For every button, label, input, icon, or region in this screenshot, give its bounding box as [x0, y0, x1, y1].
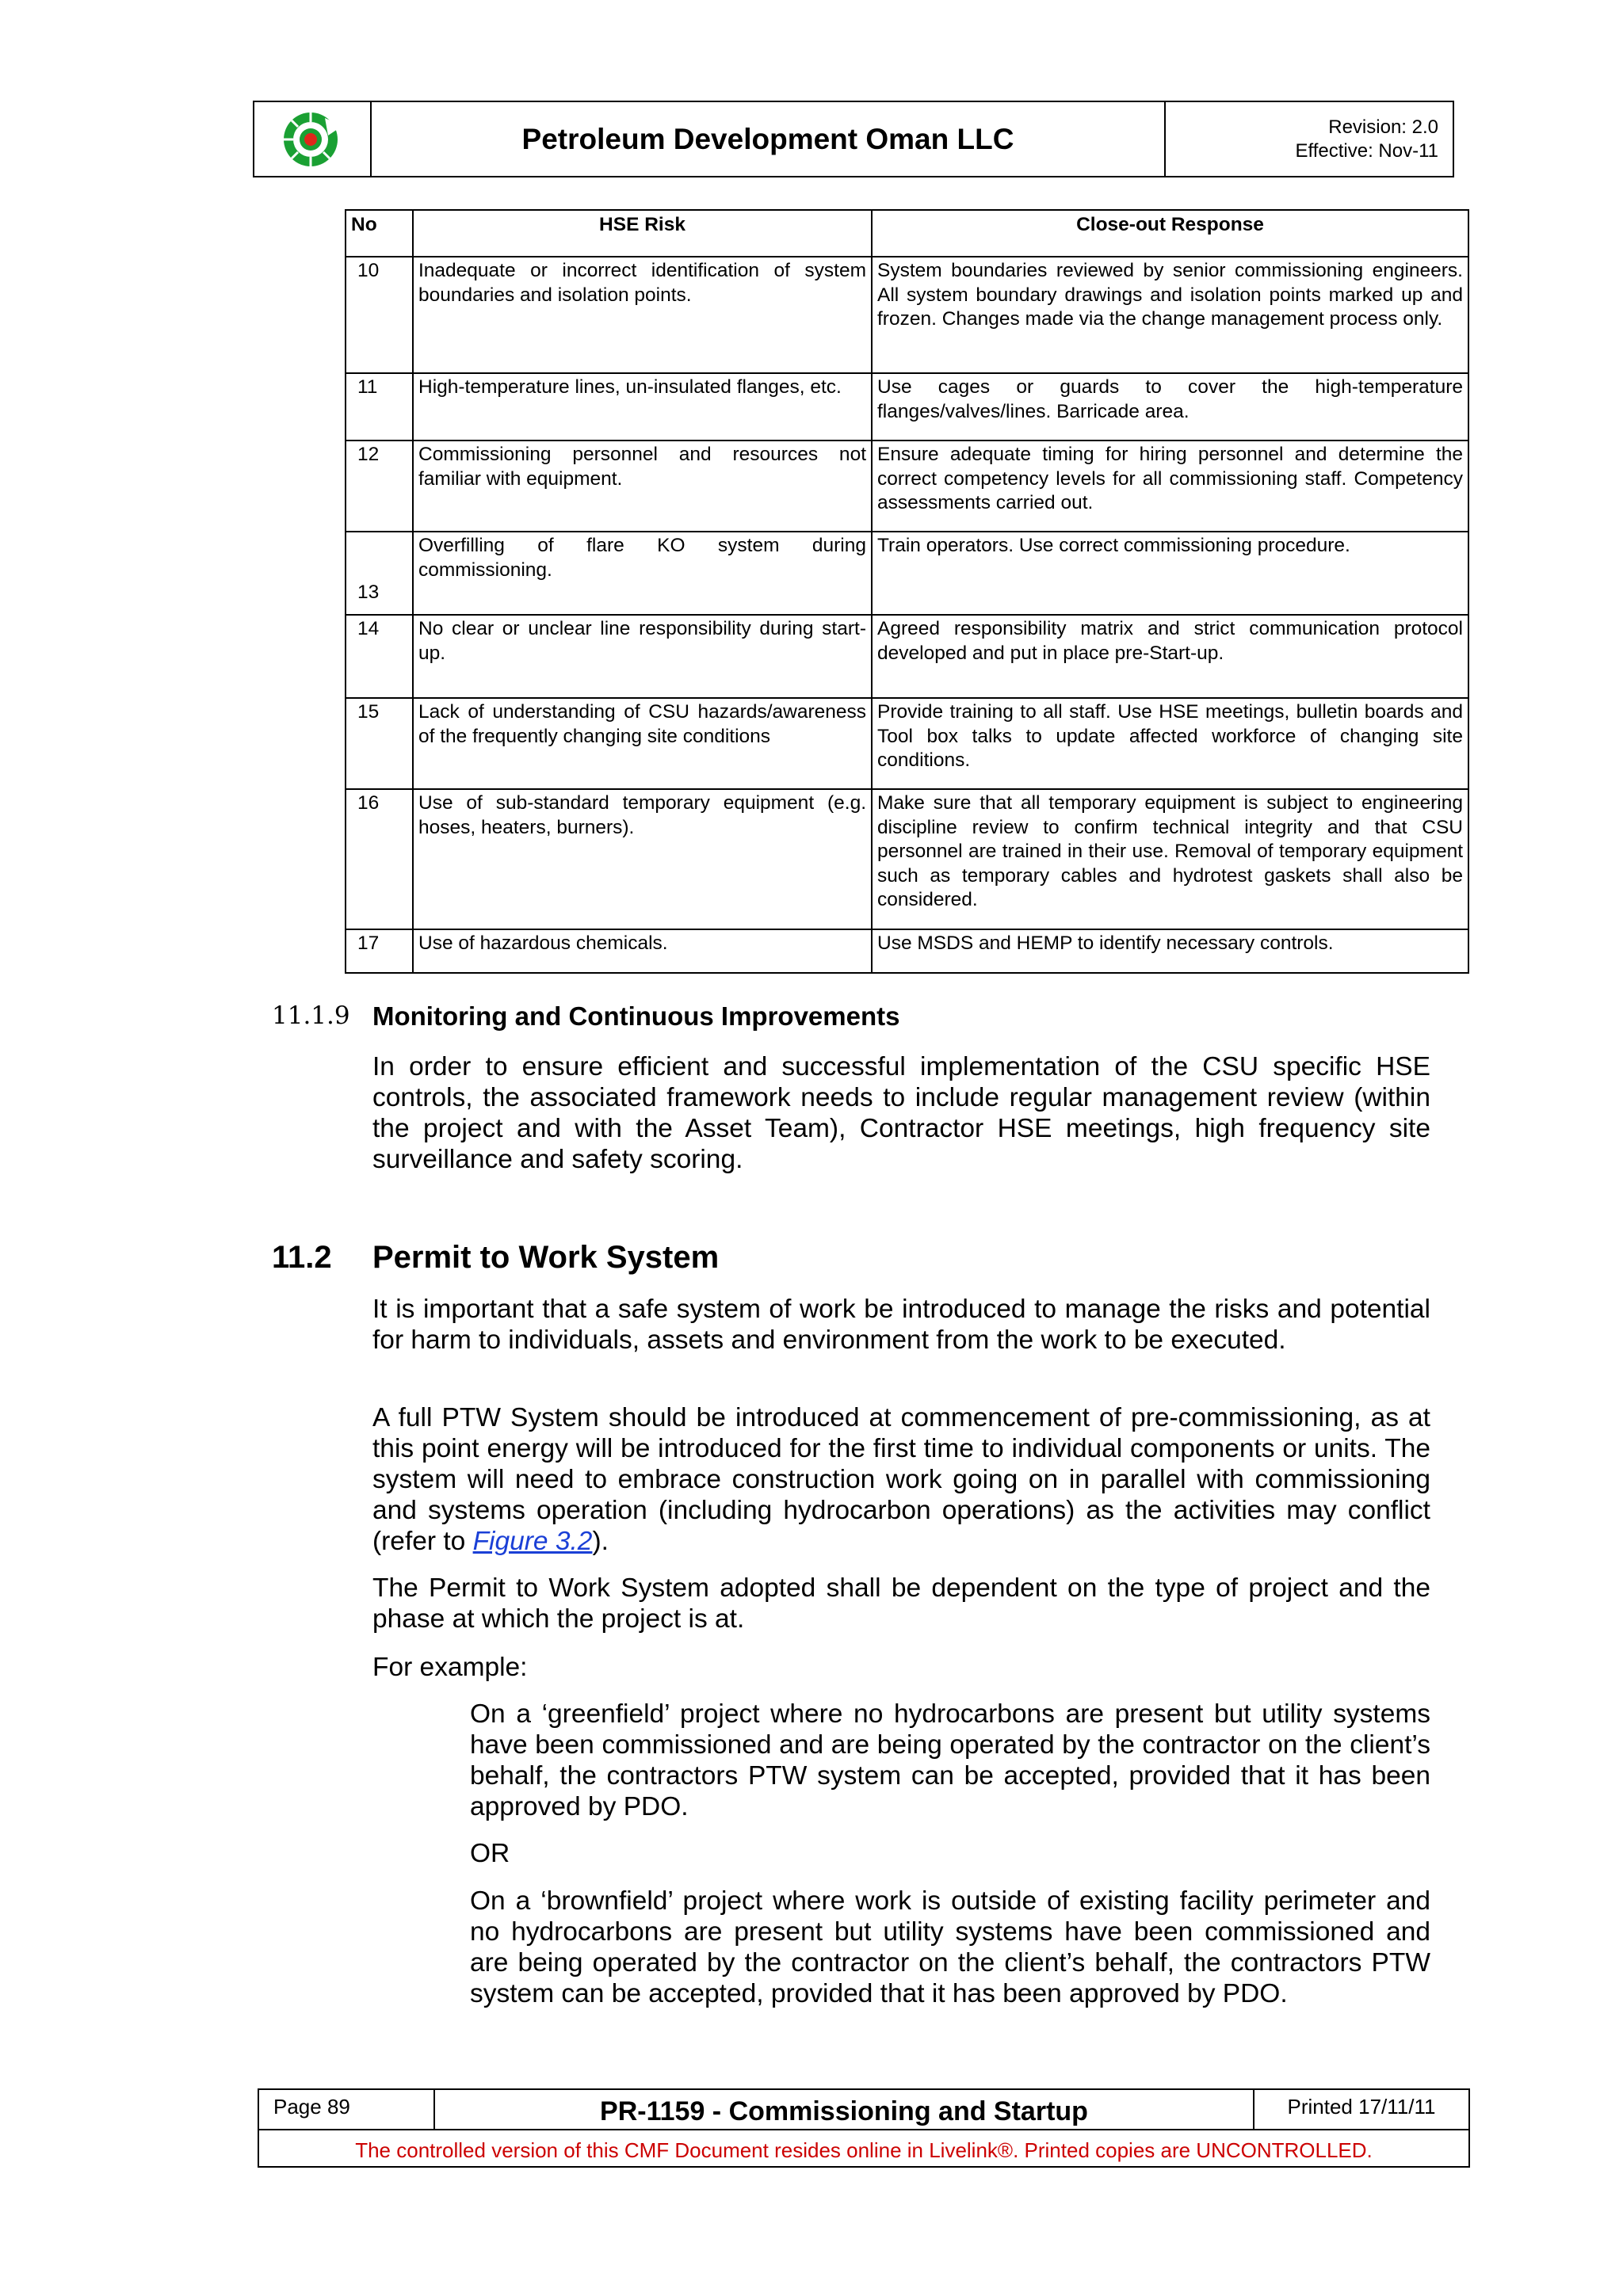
revision-text: Revision: 2.0	[1328, 116, 1438, 138]
row-number: 16	[346, 789, 413, 929]
document-title: PR-1159 - Commissioning and Startup	[435, 2090, 1254, 2129]
section-title-monitoring: Monitoring and Continuous Improvements	[372, 1001, 900, 1031]
row-number: 12	[346, 441, 413, 532]
table-row	[346, 373, 1468, 441]
row-number: 10	[346, 257, 413, 373]
printed-date: Printed 17/11/11	[1287, 2095, 1436, 2119]
ptw-paragraph-3: The Permit to Work System adopted shall be dependent on the type of project and the phase at which the project is at.	[372, 1573, 1430, 1634]
greenfield-example: On a ‘greenfield’ project where no hydrocarbons are present but utility systems have been commissioned and are being operated by the contractor on the client’s behalf, the contractors PTW system can be accepted, provided that it has been approved by PDO.	[470, 1699, 1430, 1821]
response-cell: Agreed responsibility matrix and strict communication protocol developed and put in place pre-Start-up.	[872, 615, 1468, 698]
table-row	[346, 789, 1468, 929]
response-cell: Ensure adequate timing for hiring personnel and determine the correct competency levels for all commissioning staff. Competency assessments carried out.	[872, 441, 1468, 532]
response-cell: System boundaries reviewed by senior commissioning engineers. All system boundary drawings and isolation points marked up and frozen. Changes made via the change management process only.	[872, 257, 1468, 373]
table-row	[346, 257, 1468, 373]
hse-risk-cell: High-temperature lines, un-insulated flanges, etc.	[413, 373, 872, 441]
section-title-permit-to-work: Permit to Work System	[372, 1240, 720, 1275]
table-header-row	[346, 210, 1468, 257]
table-row	[346, 532, 1468, 615]
table-row	[346, 615, 1468, 698]
hse-risk-cell: No clear or unclear line responsibility during start-up.	[413, 615, 872, 698]
column-header-close-out-response: Close-out Response	[872, 210, 1468, 257]
hse-risk-table	[345, 209, 1469, 974]
footer-row	[259, 2090, 1468, 2130]
hse-risk-cell: Inadequate or incorrect identification of system boundaries and isolation points.	[413, 257, 872, 373]
response-cell: Provide training to all staff. Use HSE meetings, bulletin boards and Tool box talks to update affected workforce of changing site conditions.	[872, 698, 1468, 789]
column-header-no: No	[346, 210, 413, 257]
response-cell: Make sure that all temporary equipment is subject to engineering discipline review to confirm technical integrity and that CSU personnel are trained in their use. Removal of temporary equipment such as temporary cables and hydrotest gaskets shall also be considered.	[872, 789, 1468, 929]
row-number: 11	[346, 373, 413, 441]
row-number: 14	[346, 615, 413, 698]
uncontrolled-copy-notice: The controlled version of this CMF Document resides online in Livelink®. Printed copies are UNCONTROLLED.	[355, 2138, 1373, 2162]
pdo-logo-icon	[281, 110, 344, 169]
figure-3-2-link[interactable]: Figure 3.2	[472, 1527, 593, 1556]
row-number: 17	[346, 929, 413, 973]
logo-cell	[254, 102, 372, 176]
page-footer	[258, 2088, 1470, 2168]
response-cell: Train operators. Use correct commissioning procedure.	[872, 532, 1468, 615]
hse-risk-cell: Lack of understanding of CSU hazards/awareness of the frequently changing site conditions	[413, 698, 872, 789]
hse-risk-cell: Overfilling of flare KO system during commissioning.	[413, 532, 872, 615]
table-row	[346, 929, 1468, 973]
hse-risk-cell: Use of hazardous chemicals.	[413, 929, 872, 973]
section-number-11-2: 11.2	[272, 1240, 332, 1275]
company-name: Petroleum Development Oman LLC	[372, 102, 1166, 176]
response-cell: Use MSDS and HEMP to identify necessary controls.	[872, 929, 1468, 973]
ptw-paragraph-2-end: ).	[592, 1527, 609, 1556]
revision-block	[1166, 102, 1453, 176]
or-separator: OR	[470, 1839, 510, 1868]
ptw-paragraph-1: It is important that a safe system of work be introduced to manage the risks and potential for harm to individuals, assets and environment from the work to be executed.	[372, 1295, 1430, 1355]
page-header	[253, 101, 1454, 177]
hse-risk-cell: Commissioning personnel and resources not familiar with equipment.	[413, 441, 872, 532]
hse-risk-cell: Use of sub-standard temporary equipment (e.g. hoses, heaters, burners).	[413, 789, 872, 929]
section-number-11-1-9: 11.1.9	[272, 1001, 350, 1030]
ptw-paragraph-4: For example:	[372, 1653, 528, 1682]
column-header-hse-risk: HSE Risk	[413, 210, 872, 257]
row-number: 15	[346, 698, 413, 789]
table-row	[346, 441, 1468, 532]
page-number: Page 89	[259, 2090, 435, 2129]
effective-date: Effective: Nov-11	[1295, 139, 1438, 162]
monitoring-paragraph: In order to ensure efficient and successful implementation of the CSU specific HSE controls, the associated framework needs to include regular management review (within the project and with the Asset Team), Contractor HSE meetings, high frequency site surveillance and safety scoring.	[372, 1052, 1430, 1174]
table-row	[346, 698, 1468, 789]
row-number: 13	[346, 532, 413, 615]
ptw-paragraph-2-text: A full PTW System should be introduced at commencement of pre-commissioning, as at this point energy will be introduced for the first time to individual components or units. The system will need to embrace construction work going on in parallel with commissioning and systems operation (including hydrocarbon operations) as the activities may conflict (refer to	[372, 1403, 1430, 1556]
response-cell: Use cages or guards to cover the high-temperature flanges/valves/lines. Barricade area.	[872, 373, 1468, 441]
ptw-paragraph-2	[372, 1402, 1430, 1557]
brownfield-example: On a ‘brownfield’ project where work is outside of existing facility perimeter and no hydrocarbons are present but utility systems have been commissioned and are being operated by the contractor on the client’s behalf, the contractors PTW system can be accepted, provided that it has been approved by PDO.	[470, 1886, 1430, 2008]
